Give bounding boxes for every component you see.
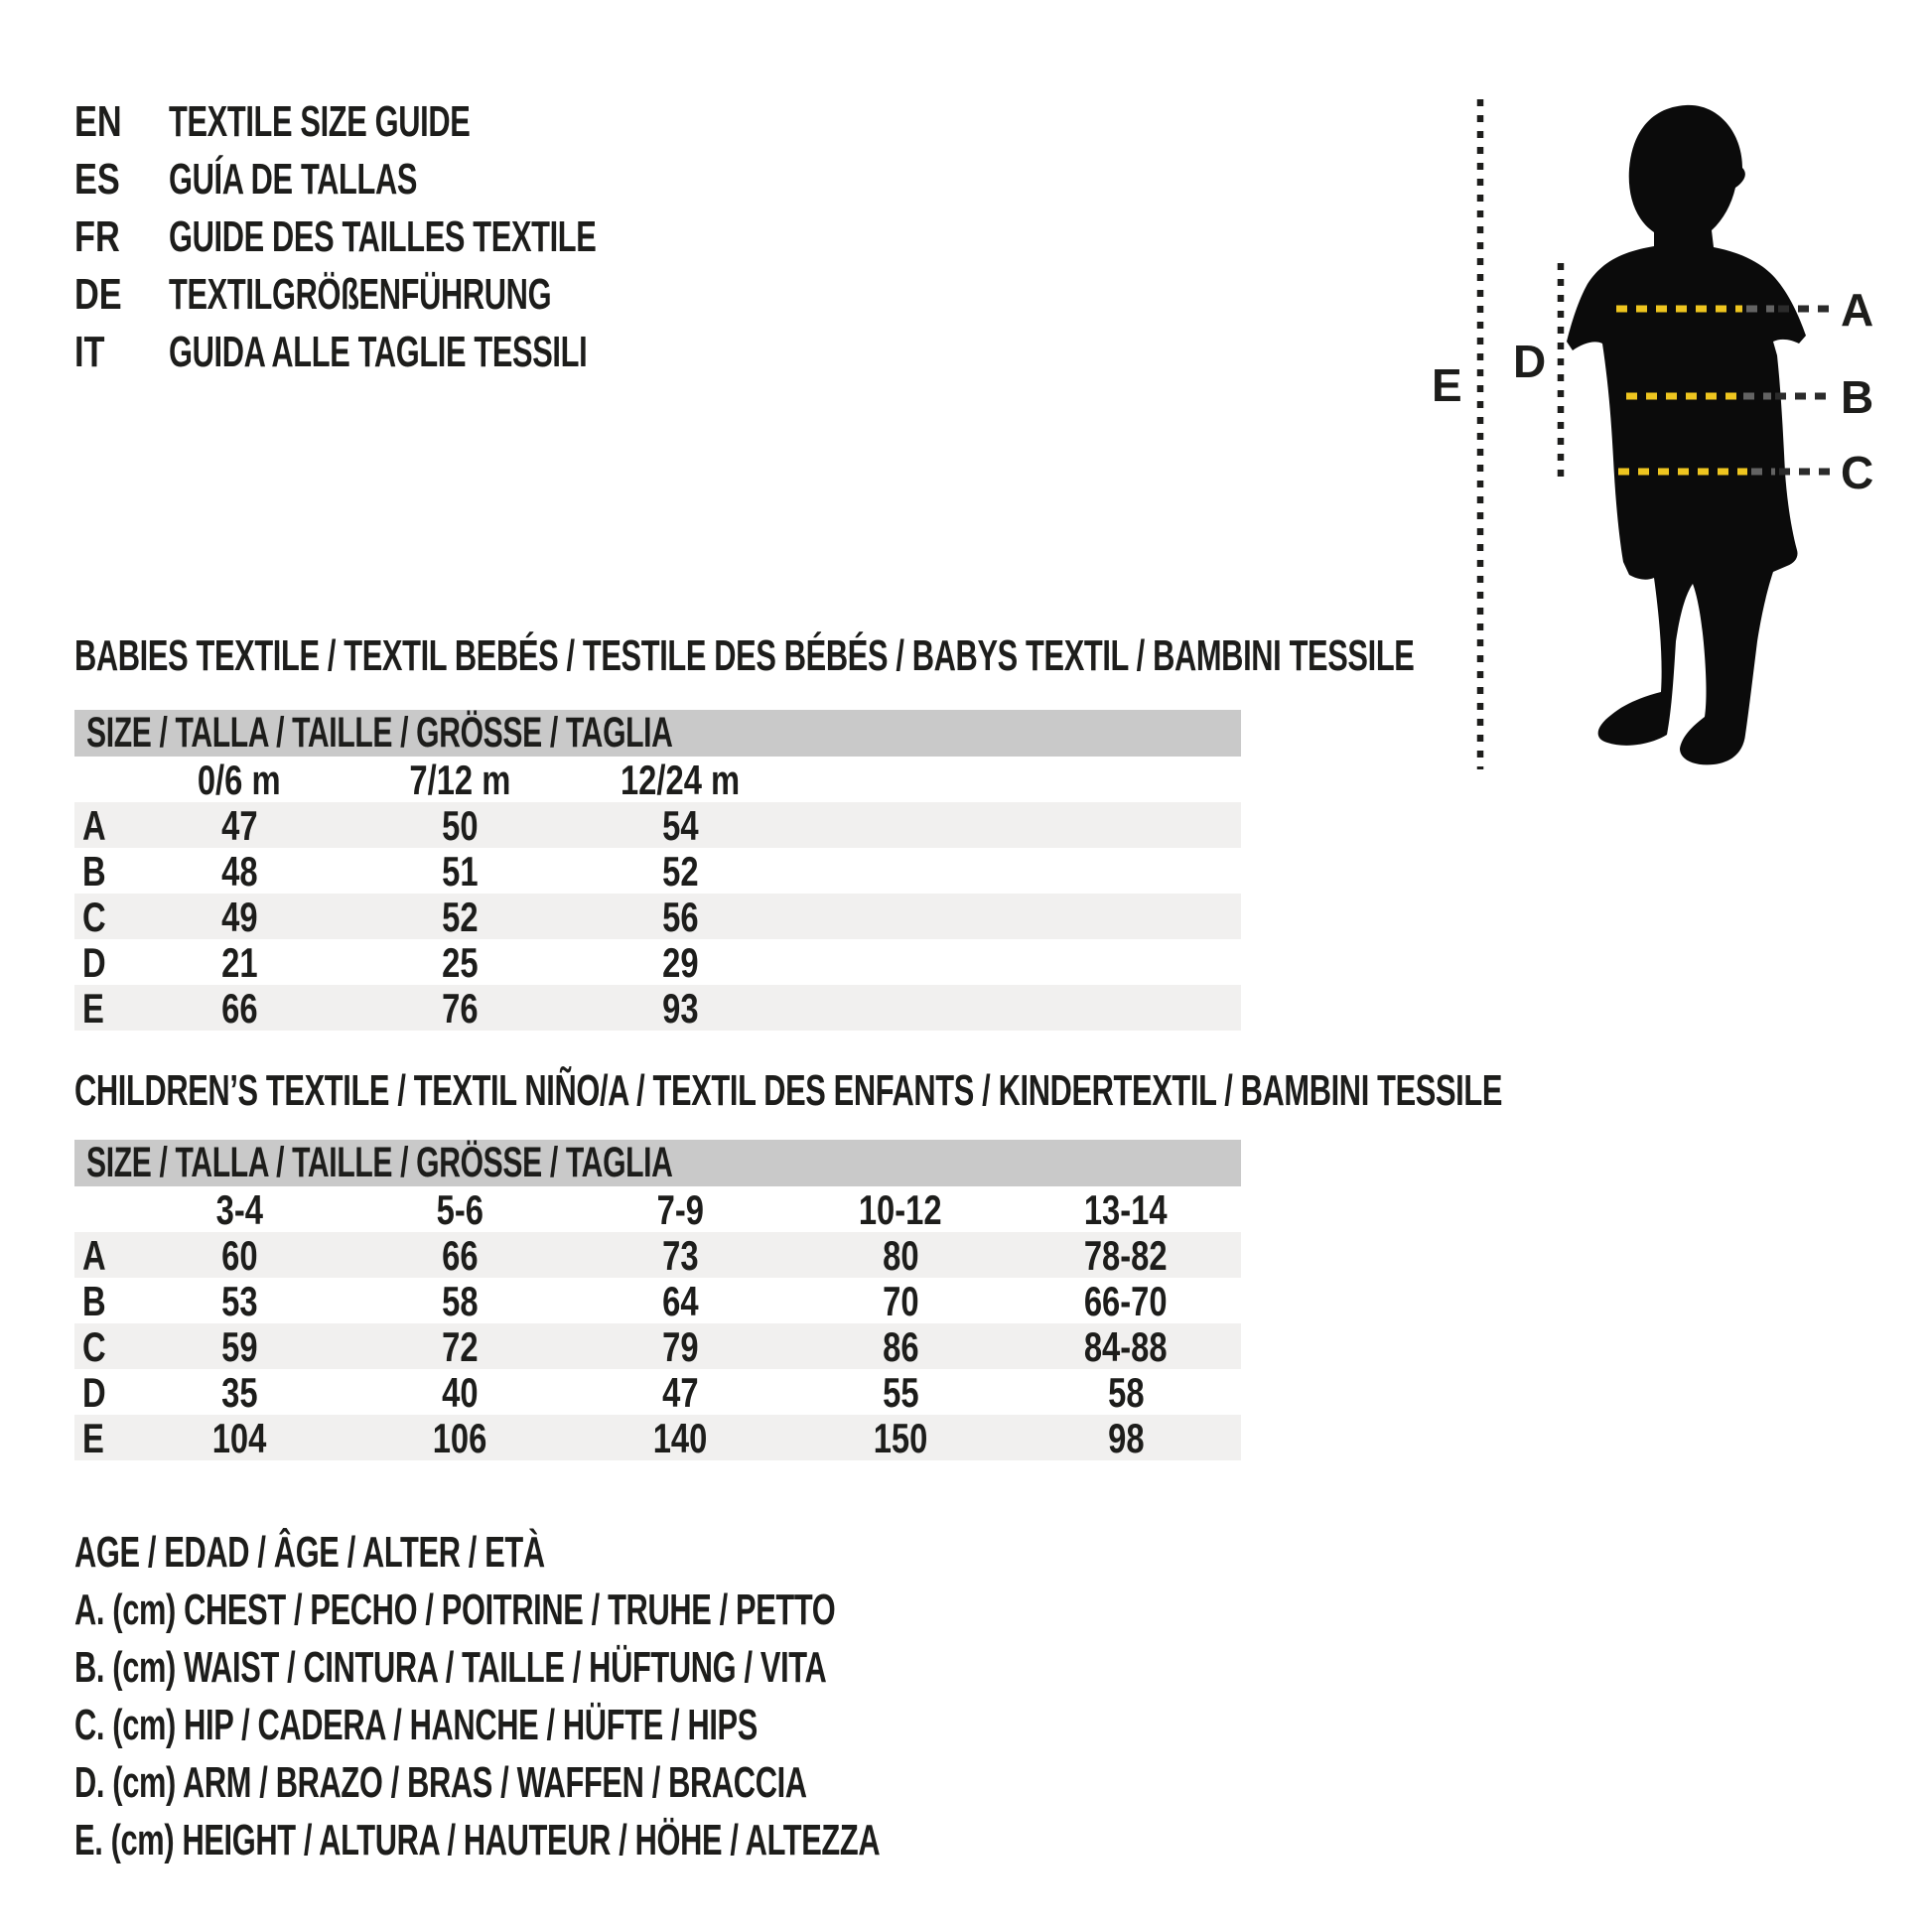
column-header: 0/6 m [198,757,281,803]
babies-size-table [74,710,1241,1031]
babies-size-header-bar [74,710,1241,757]
column-header: 10-12 [859,1186,942,1233]
table-cell: 86 [882,1323,919,1370]
figure-label-e: E [1432,359,1462,411]
figure-label-c: C [1841,447,1874,498]
table-cell: 78-82 [1084,1232,1168,1279]
table-row-c [74,1323,1241,1369]
figure-label-d: D [1513,336,1547,387]
table-cell: 76 [441,985,479,1032]
legend-line-age: AGE / EDAD / ÂGE / ALTER / ETÀ [74,1528,545,1577]
table-cell: 53 [220,1278,258,1324]
table-cell: 56 [661,894,699,940]
table-cell: 40 [441,1369,479,1416]
row-label: A [82,1232,106,1279]
table-cell: 70 [882,1278,919,1324]
lang-code: IT [74,328,105,376]
table-cell: 104 [211,1415,267,1461]
table-cell: 66 [220,985,258,1032]
table-cell: 106 [432,1415,487,1461]
column-header: 3-4 [215,1186,263,1233]
table-cell: 64 [661,1278,699,1324]
column-header: 12/24 m [620,757,741,803]
figure-label-a: A [1841,284,1874,336]
row-label: D [82,939,106,986]
table-cell: 79 [661,1323,699,1370]
table-cell: 55 [882,1369,919,1416]
row-label: C [82,1323,106,1370]
table-cell: 66 [441,1232,479,1279]
table-row-b [74,848,1241,894]
table-cell: 52 [441,894,479,940]
table-cell: 93 [661,985,699,1032]
table-cell: 60 [220,1232,258,1279]
lang-title: TEXTILE SIZE GUIDE [169,97,471,146]
measurement-figure-diagram [1410,79,1932,834]
children-size-table [74,1140,1241,1460]
table-cell: 51 [441,848,479,895]
table-row-a [74,802,1241,848]
table-row-e [74,985,1241,1031]
lang-title: GUIDA ALLE TAGLIE TESSILI [169,328,588,376]
lang-code: DE [74,270,122,319]
row-label: E [82,1415,104,1461]
column-header: 7-9 [656,1186,704,1233]
lang-code: ES [74,155,120,204]
table-row-b [74,1278,1241,1323]
legend-line-waist: B. (cm) WAIST / CINTURA / TAILLE / HÜFTUNG / VITA [74,1643,827,1692]
babies-section-title: BABIES TEXTILE / TEXTIL BEBÉS / TESTILE DES BÉBÉS / BABYS TEXTIL / BAMBINI TESSILE [74,631,1415,680]
table-cell: 49 [220,894,258,940]
table-cell: 35 [220,1369,258,1416]
table-cell: 21 [220,939,258,986]
table-row-d [74,1369,1241,1415]
row-label: B [82,1278,106,1324]
table-cell: 84-88 [1084,1323,1168,1370]
legend-line-chest: A. (cm) CHEST / PECHO / POITRINE / TRUHE / PETTO [74,1586,836,1634]
table-cell: 98 [1107,1415,1145,1461]
children-section-title: CHILDREN’S TEXTILE / TEXTIL NIÑO/A / TEXTIL DES ENFANTS / KINDERTEXTIL / BAMBINI TESSILE [74,1066,1503,1115]
legend-line-arm: D. (cm) ARM / BRAZO / BRAS / WAFFEN / BRACCIA [74,1758,807,1807]
table-row-c [74,894,1241,939]
table-cell: 50 [441,802,479,849]
row-label: D [82,1369,106,1416]
children-column-header-row [74,1186,1241,1232]
table-cell: 58 [441,1278,479,1324]
table-row-a [74,1232,1241,1278]
legend-line-height: E. (cm) HEIGHT / ALTURA / HAUTEUR / HÖHE / ALTEZZA [74,1816,881,1864]
table-cell: 52 [661,848,699,895]
table-cell: 47 [220,802,258,849]
lang-title: TEXTILGRÖßENFÜHRUNG [169,270,552,319]
size-header-label: SIZE / TALLA / TAILLE / GRÖSSE / TAGLIA [86,1139,673,1186]
row-label: A [82,802,106,849]
table-cell: 58 [1107,1369,1145,1416]
table-cell: 54 [661,802,699,849]
table-cell: 150 [873,1415,928,1461]
table-row-d [74,939,1241,985]
children-size-header-bar [74,1140,1241,1186]
table-cell: 72 [441,1323,479,1370]
table-cell: 29 [661,939,699,986]
lang-code: EN [74,97,122,146]
table-cell: 73 [661,1232,699,1279]
lang-title: GUIDE DES TAILLES TEXTILE [169,212,597,261]
table-cell: 140 [652,1415,708,1461]
row-label: E [82,985,104,1032]
table-cell: 80 [882,1232,919,1279]
table-row-e [74,1415,1241,1460]
table-cell: 59 [220,1323,258,1370]
legend-line-hip: C. (cm) HIP / CADERA / HANCHE / HÜFTE / HIPS [74,1701,758,1749]
table-cell: 47 [661,1369,699,1416]
size-header-label: SIZE / TALLA / TAILLE / GRÖSSE / TAGLIA [86,709,673,757]
lang-title: GUÍA DE TALLAS [169,155,418,204]
row-label: B [82,848,106,895]
table-cell: 25 [441,939,479,986]
figure-label-b: B [1841,371,1874,423]
table-cell: 66-70 [1084,1278,1168,1324]
column-header: 13-14 [1084,1186,1168,1233]
column-header: 7/12 m [408,757,510,803]
table-cell: 48 [220,848,258,895]
row-label: C [82,894,106,940]
column-header: 5-6 [436,1186,483,1233]
lang-code: FR [74,212,120,261]
babies-column-header-row [74,757,1241,802]
